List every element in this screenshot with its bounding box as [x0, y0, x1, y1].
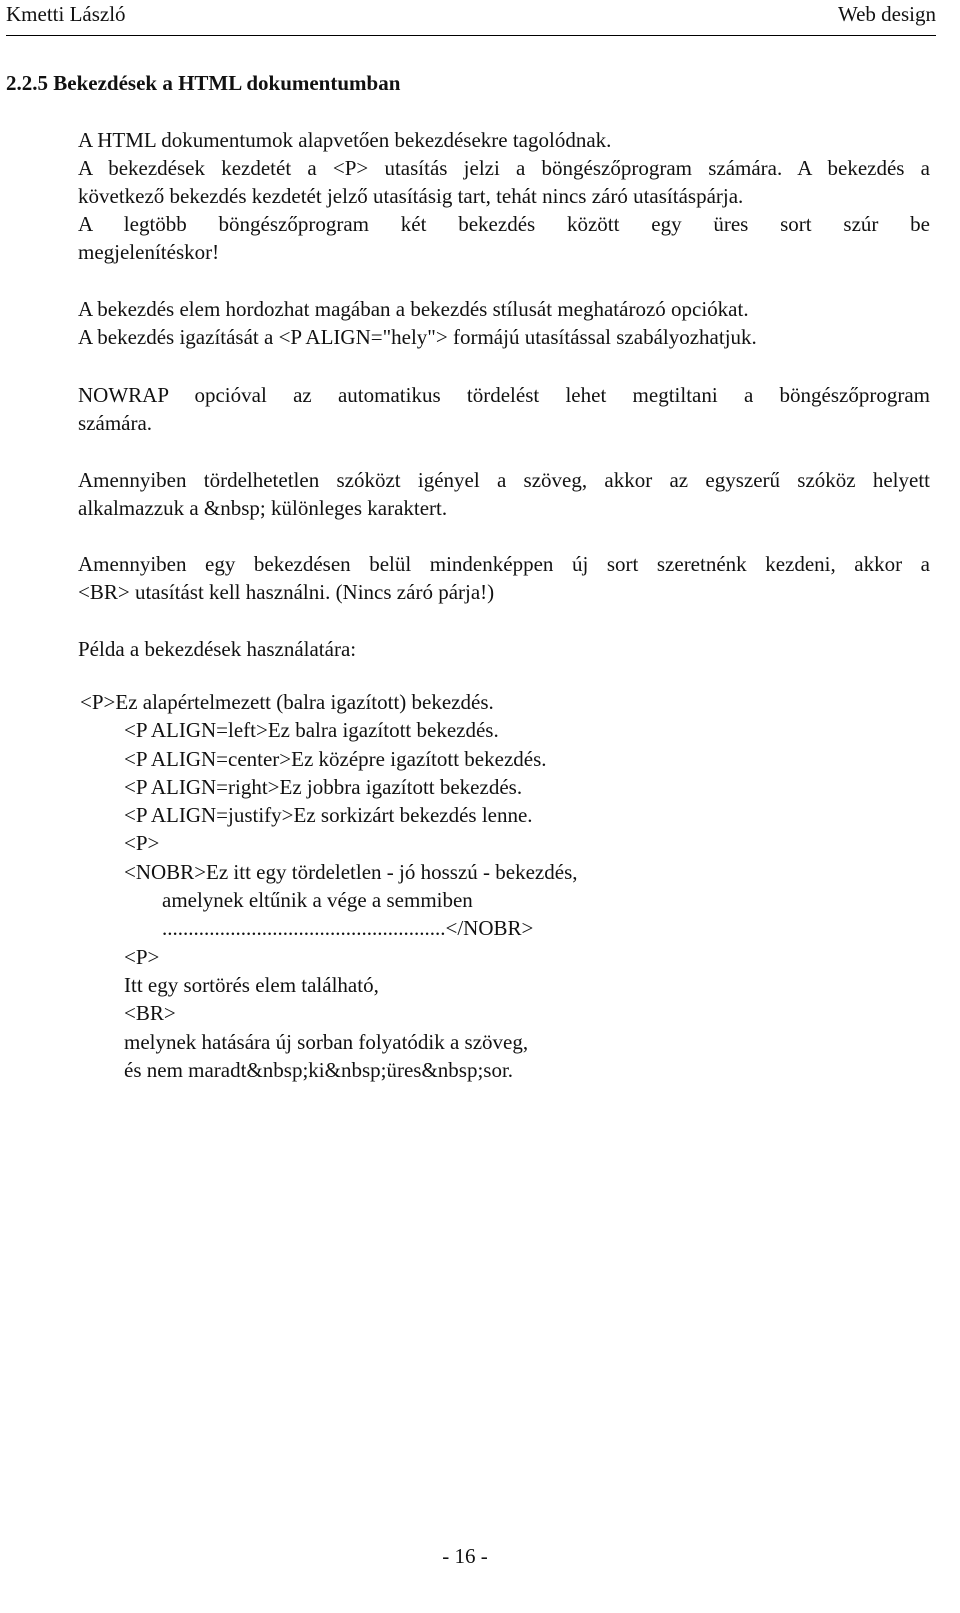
paragraph-nbsp — [78, 466, 930, 522]
paragraph-line: NOWRAP opcióval az automatikus tördelést lehet megtiltani a böngészőprogram — [78, 383, 930, 407]
page-number: - 16 - — [442, 1544, 488, 1568]
code-line: <P ALIGN=right>Ez jobbra igazított bekezdés. — [124, 774, 523, 799]
paragraph-line: számára. — [78, 411, 153, 435]
paragraph-line: megjelenítéskor! — [78, 240, 220, 264]
paragraph-br — [78, 550, 930, 606]
code-example — [80, 688, 578, 1084]
code-line: <P> — [124, 831, 160, 856]
paragraph-example-intro — [78, 635, 930, 663]
code-line: <BR> — [124, 1001, 176, 1026]
paragraph-line: következő bekezdés kezdetét jelző utasításig tart, tehát nincs záró utasításpárja. — [78, 184, 744, 208]
section-title: 2.2.5 Bekezdések a HTML dokumentumban — [6, 71, 401, 95]
paragraph-line: <BR> utasítást kell használni. (Nincs záró párja!) — [78, 580, 495, 604]
code-line: <P> — [124, 944, 160, 969]
paragraph-options — [78, 295, 930, 351]
paragraph-line: A bekezdés igazítását a <P ALIGN="hely"> formájú utasítással szabályozhatjuk. — [78, 325, 757, 349]
code-line: <P ALIGN=justify>Ez sorkizárt bekezdés lenne. — [124, 803, 533, 828]
header-author: Kmetti László — [6, 2, 126, 26]
code-line: <NOBR>Ez itt egy tördeletlen - jó hosszú - bekezdés, — [124, 859, 578, 884]
header-subject: Web design — [837, 2, 936, 26]
paragraph-line: A HTML dokumentumok alapvetően bekezdésekre tagolódnak. — [78, 128, 612, 152]
paragraph-intro — [78, 126, 930, 266]
code-line: <P ALIGN=center>Ez középre igazított bekezdés. — [124, 746, 547, 771]
paragraph-line: A bekezdés elem hordozhat magában a bekezdés stílusát meghatározó opciókat. — [78, 297, 749, 321]
paragraph-line: A legtöbb böngészőprogram két bekezdés között egy üres sort szúr be — [78, 212, 930, 236]
code-line: amelynek eltűnik a vége a semmiben — [162, 888, 473, 913]
paragraph-line: Amennyiben egy bekezdésen belül mindenképpen új sort szeretnénk kezdeni, akkor a — [78, 552, 930, 576]
code-line: Itt egy sortörés elem található, — [124, 972, 379, 997]
code-line: és nem maradt&nbsp;ki&nbsp;üres&nbsp;sor. — [124, 1057, 514, 1082]
code-line: <P>Ez alapértelmezett (balra igazított) bekezdés. — [80, 690, 494, 714]
code-line: <P ALIGN=left>Ez balra igazított bekezdés. — [124, 718, 499, 743]
paragraph-line: Példa a bekezdések használatára: — [78, 637, 357, 661]
paragraph-nowrap — [78, 381, 930, 437]
paragraph-line: A bekezdések kezdetét a <P> utasítás jelzi a böngészőprogram számára. A bekezdés a — [78, 156, 930, 180]
header-rule — [6, 35, 936, 36]
paragraph-line: alkalmazzuk a &nbsp; különleges karaktert. — [78, 496, 448, 520]
page-header — [6, 0, 936, 30]
code-line: ......................................................</NOBR> — [162, 916, 534, 941]
paragraph-line: Amennyiben tördelhetetlen szóközt igényel a szöveg, akkor az egyszerű szóköz helyett — [78, 468, 930, 492]
code-line: melynek hatására új sorban folyatódik a szöveg, — [124, 1029, 529, 1054]
